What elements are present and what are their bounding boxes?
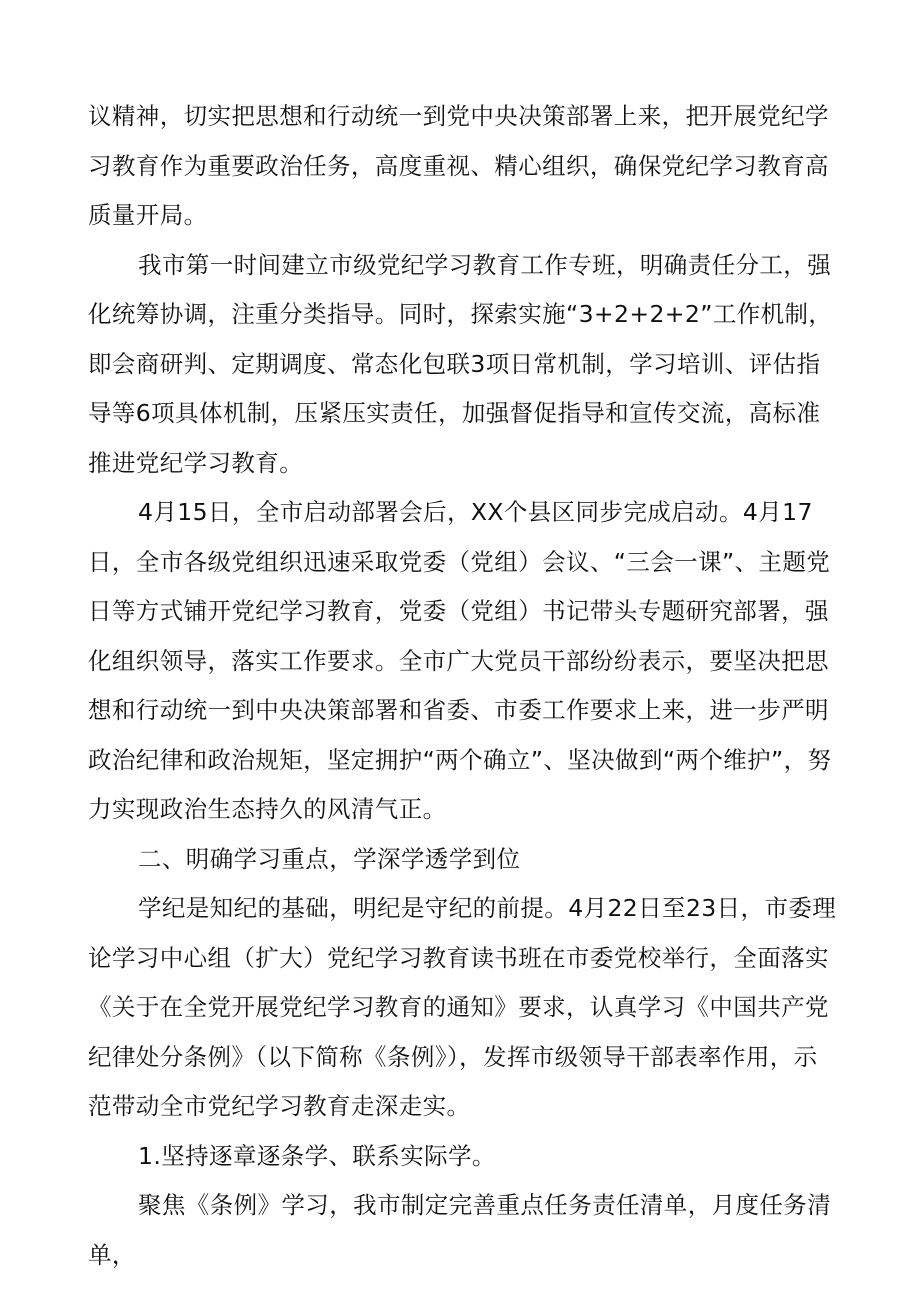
- paragraph-continuation: 议精神，切实把思想和行动统一到党中央决策部署上来，把开展党纪学习教育作为重要政治任务，高度重视、精心组织，确保党纪学习教育高质量开局。: [88, 102, 829, 229]
- document-body: [88, 92, 840, 1280]
- paragraph-work-team: 我市第一时间建立市级党纪学习教育工作专班，明确责任分工，强化统筹协调，注重分类指导。同时，探索实施“3+2+2+2”工作机制，即会商研判、定期调度、常态化包联3项日常机制，学习培训、评估指导等6项具体机制，压紧压实责任，加强督促指导和宣传交流，高标准推进党纪学习教育。: [88, 250, 833, 477]
- paragraph-reading-class: 学纪是知纪的基础，明纪是守纪的前提。4月22日至23日，市委理论学习中心组（扩大）党纪学习教育读书班在市委党校举行，全面落实《关于在全党开展党纪学习教育的通知》要求，认真学习《中国共产党纪律处分条例》（以下简称《条例》），发挥市级领导干部表率作用，示范带动全市党纪学习教育走深走实。: [88, 894, 837, 1120]
- section-heading-study-focus: 二、明确学习重点，学深学透学到位: [138, 844, 521, 873]
- paragraph-task-list: 聚焦《条例》学习，我市制定完善重点任务责任清单，月度任务清单，: [88, 1191, 832, 1269]
- paragraph-launch-dates: 4月15日，全市启动部署会后，XX个县区同步完成启动。4月17日，全市各级党组织迅速采取党委（党组）会议、“三会一课”、主题党日等方式铺开党纪学习教育，党委（党组）书记带头专题研究部署，强化组织领导，落实工作要求。全市广大党员干部纷纷表示，要坚决把思想和行动统一到中央决策部署和省委、市委工作要求上来，进一步严明政治纪律和政治规矩，坚定拥护“两个确立”、坚决做到“两个维护”，努力实现政治生态持久的风清气正。: [88, 498, 832, 823]
- subheading-study-method: 1.坚持逐章逐条学、联系实际学。: [138, 1141, 496, 1170]
